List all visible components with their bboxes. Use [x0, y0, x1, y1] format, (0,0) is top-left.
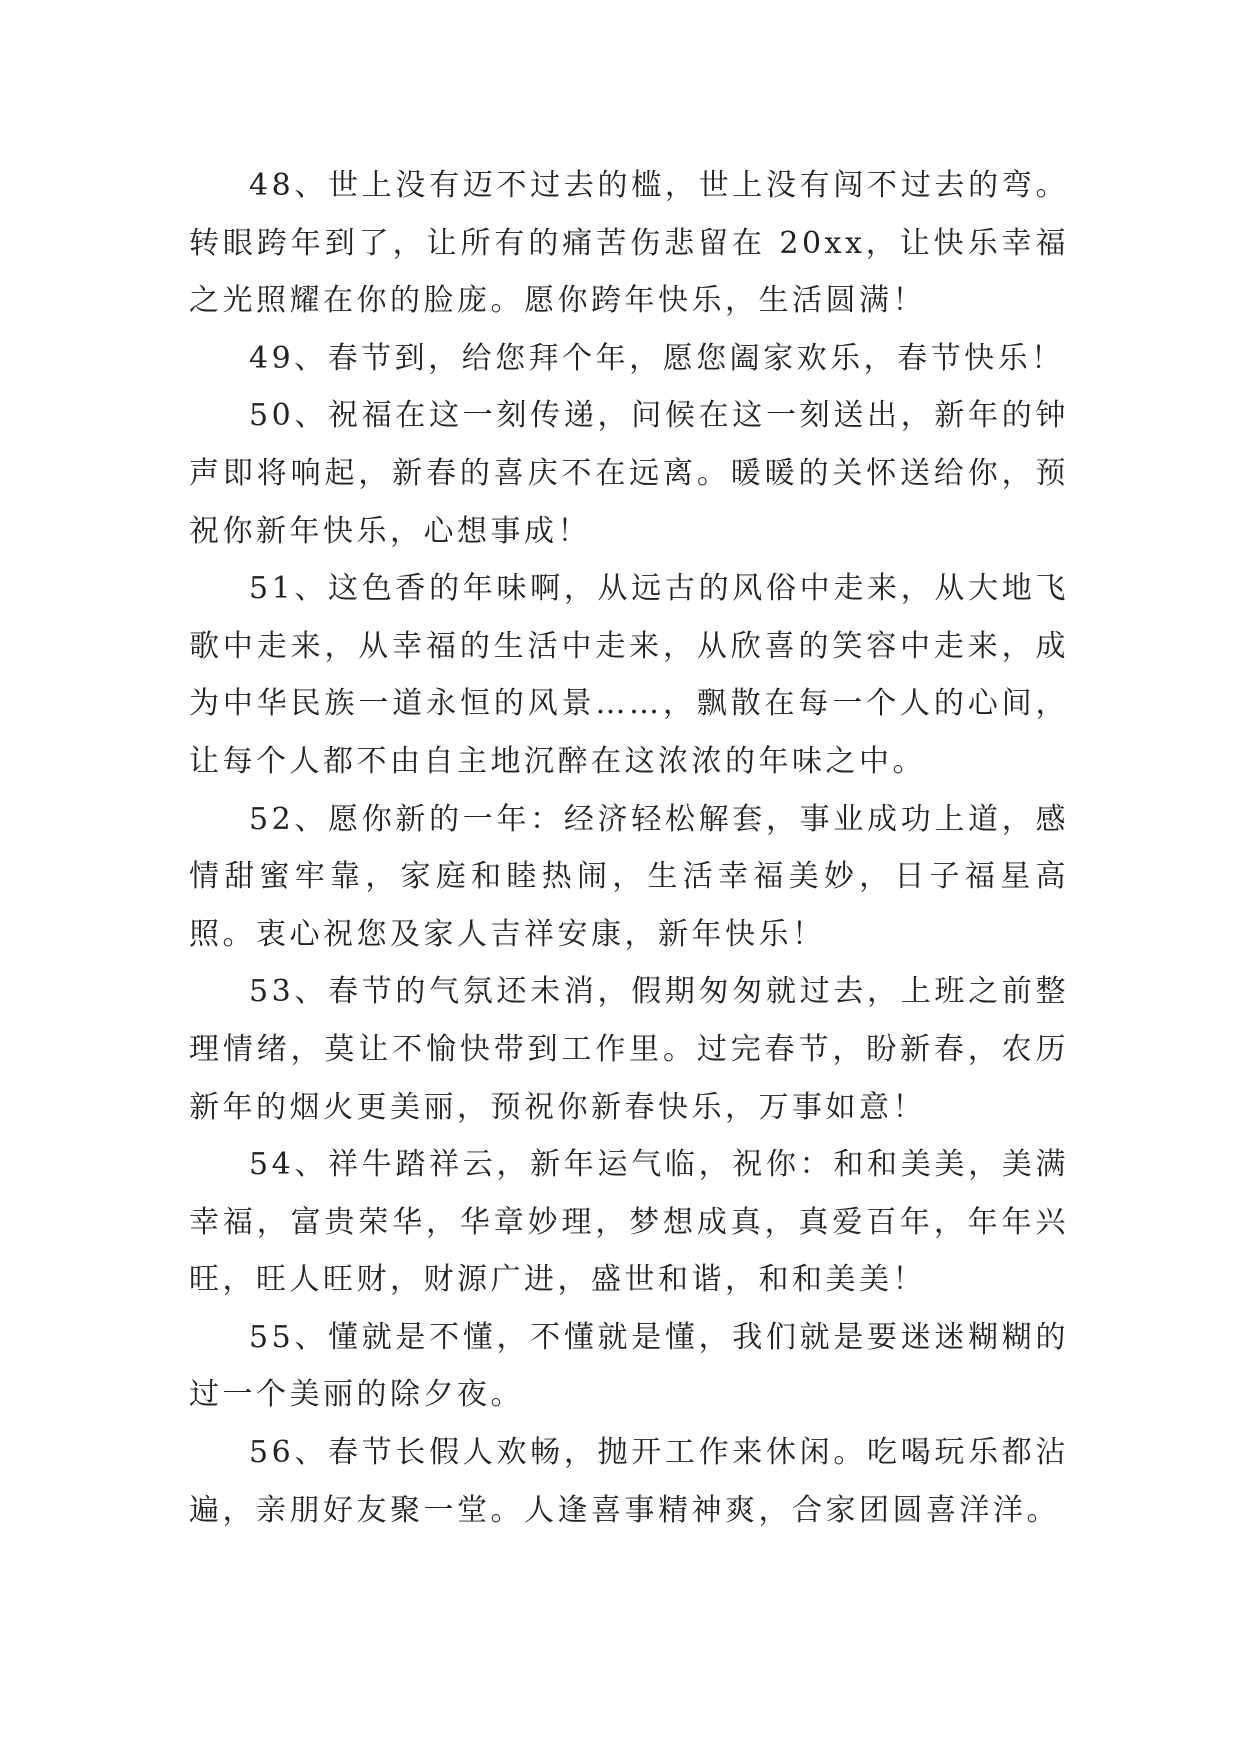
paragraph-50: 50、祝福在这一刻传递，问候在这一刻送出，新年的钟声即将响起，新春的喜庆不在远离。暖暖的关怀送给你，预祝你新年快乐，心想事成！ — [189, 398, 1069, 549]
paragraph-54: 54、祥牛踏祥云，新年运气临，祝你：和和美美，美满幸福，富贵荣华，华章妙理，梦想成真，真爱百年，年年兴旺，旺人旺财，财源广进，盛世和谐，和和美美！ — [189, 1147, 1069, 1298]
paragraph-52: 52、愿你新的一年：经济轻松解套，事业成功上道，感情甜蜜牢靠，家庭和睦热闹，生活幸福美妙，日子福星高照。衷心祝您及家人吉祥安康，新年快乐！ — [189, 801, 1069, 952]
paragraph-48: 48、世上没有迈不过去的槛，世上没有闯不过去的弯。转眼跨年到了，让所有的痛苦伤悲留在 20xx，让快乐幸福之光照耀在你的脸庞。愿你跨年快乐，生活圆满！ — [189, 168, 1069, 319]
paragraph-56: 56、春节长假人欢畅，抛开工作来休闲。吃喝玩乐都沾遍，亲朋好友聚一堂。人逢喜事精神爽，合家团圆喜洋洋。 — [189, 1435, 1069, 1528]
paragraph-53: 53、春节的气氛还未消，假期匆匆就过去，上班之前整理情绪，莫让不愉快带到工作里。过完春节，盼新春，农历新年的烟火更美丽，预祝你新春快乐，万事如意！ — [189, 974, 1069, 1125]
paragraph-55: 55、懂就是不懂，不懂就是懂，我们就是要迷迷糊糊的过一个美丽的除夕夜。 — [189, 1319, 1069, 1413]
paragraph-51: 51、这色香的年味啊，从远古的风俗中走来，从大地飞歌中走来，从幸福的生活中走来，从欣喜的笑容中走来，成为中华民族一道永恒的风景……，飘散在每一个人的心间，让每个人都不由自主地沉醉在这浓浓的年味之中。 — [189, 571, 1069, 779]
document-body — [189, 157, 1069, 1539]
paragraph-49: 49、春节到，给您拜个年，愿您阖家欢乐，春节快乐！ — [249, 340, 1065, 376]
